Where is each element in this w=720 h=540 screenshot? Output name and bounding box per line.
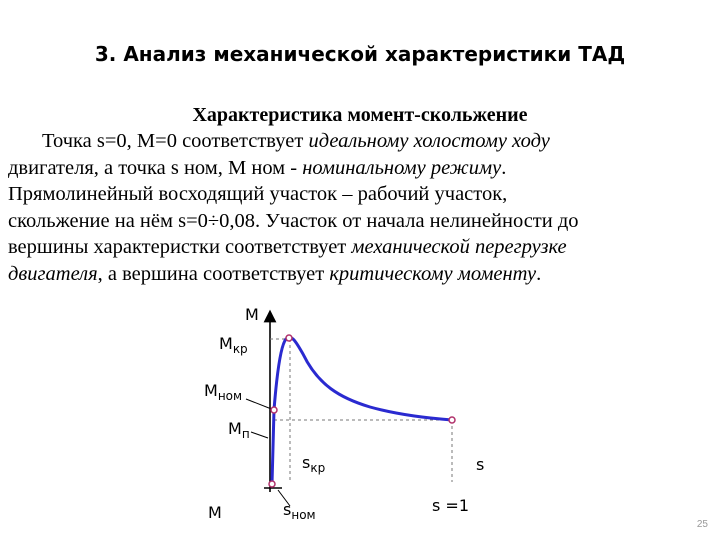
- point-nominal: [271, 407, 277, 413]
- text-line-1: Точка s=0, М=0 соответствует идеальному холостому ходу: [42, 130, 550, 152]
- text-line-6: двигателя, а вершина соответствует критическому моменту.: [8, 262, 542, 285]
- slide-subtitle: Характеристика момент-скольжение: [192, 104, 528, 126]
- slide-number: 25: [696, 519, 708, 530]
- label-origin: М: [208, 503, 222, 522]
- point-origin: [269, 481, 275, 487]
- label-s-nom: $s_{ном}$: [283, 500, 316, 522]
- label-m-nom: $М_{ном}$: [204, 381, 243, 403]
- slide-title: 3. Анализ механической характеристики ТАД: [94, 42, 626, 66]
- point-critical: [286, 335, 292, 341]
- label-s-kr: $s_{кр}$: [302, 453, 326, 475]
- label-s-one: s =1: [432, 496, 470, 515]
- leader-lines: [246, 399, 290, 506]
- label-m-axis: М: [245, 305, 259, 324]
- dashed-guides: [270, 339, 452, 482]
- label-m-p: $М_п$: [228, 419, 250, 441]
- text-line-4: скольжение на нём s=0÷0,08. Участок от начала нелинейности до: [8, 209, 579, 232]
- torque-slip-curve: [272, 337, 452, 484]
- text-line-3: Прямолинейный восходящий участок – рабочий участок,: [8, 183, 508, 205]
- label-m-kr: $М_{кр}$: [219, 334, 248, 356]
- point-start: [449, 417, 455, 423]
- text-line-2: двигателя, а точка s ном, М ном - номинальному режиму.: [8, 156, 507, 179]
- label-s-axis: s: [476, 455, 485, 474]
- text-line-5: вершины характеристки соответствует механической перегрузке: [8, 236, 567, 258]
- characteristic-points: [269, 335, 455, 487]
